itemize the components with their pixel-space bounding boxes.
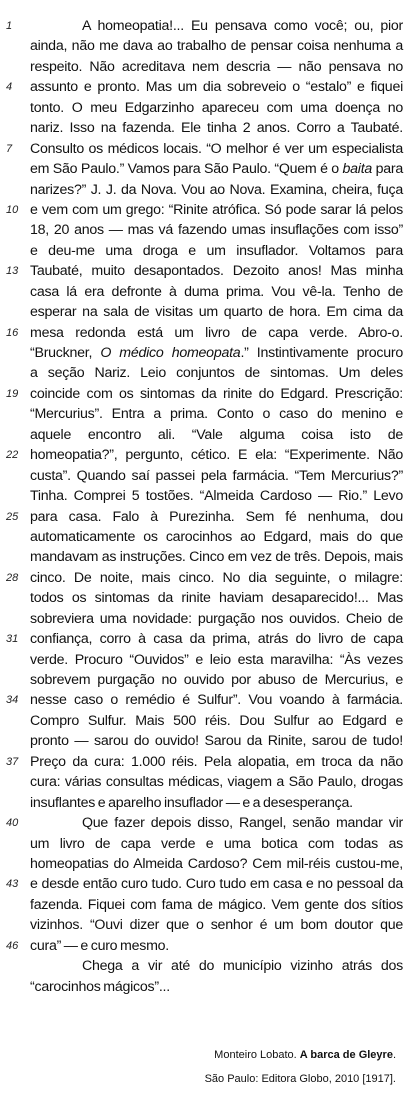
- text-line: [0, 547, 410, 567]
- line-text: [30, 466, 403, 486]
- text-line: [0, 404, 410, 424]
- line-text: [30, 16, 403, 36]
- line-text: [30, 670, 403, 690]
- text-segment: sobreviera uma novidade: purgação nos ouvidos. Cheio de: [30, 610, 403, 627]
- text-line: [0, 241, 410, 261]
- text-line: [0, 793, 410, 813]
- text-line: [0, 711, 410, 731]
- citation-author-title: [205, 1043, 396, 1067]
- line-text: [30, 363, 403, 383]
- text-segment: A homeopatia!... Eu pensava como você; ou, pior: [82, 18, 403, 34]
- line-text: [30, 813, 403, 833]
- text-line: [0, 527, 410, 547]
- line-text: [30, 36, 403, 56]
- text-segment: “carocinhos mágicos”...: [30, 978, 170, 995]
- text-line: [0, 956, 410, 976]
- line-text: [30, 854, 403, 874]
- text-line: [0, 445, 410, 465]
- line-text: [30, 568, 403, 588]
- text-line: [0, 895, 410, 915]
- text-segment: Que fazer depois disso, Rangel, senão mandar vir: [82, 815, 403, 832]
- text-segment: tonto. O meu Edgarzinho apareceu com uma doença no: [30, 99, 403, 116]
- line-text: [30, 261, 403, 281]
- text-segment: confiança, corro à casa da prima, atrás do livro de capa: [30, 631, 403, 648]
- line-text: [30, 629, 403, 649]
- line-number: 34: [6, 694, 19, 707]
- line-text: [30, 731, 403, 751]
- line-text: [30, 915, 403, 935]
- excerpt-text: [0, 16, 410, 997]
- text-line: [0, 609, 410, 629]
- text-line: [0, 323, 410, 343]
- line-number: 37: [6, 755, 19, 768]
- text-segment: todos os sintomas da rinite haviam desaparecido!... Mas: [30, 590, 403, 607]
- text-segment: insuflantes e aparelho insuflador — e a desesperança.: [30, 794, 353, 811]
- line-text: [30, 874, 403, 894]
- text-segment: aquele encontro ali. “Vale alguma coisa isto de: [30, 426, 403, 443]
- text-segment: mandavam as instruções. Cinco em vez de três. Depois, mais: [30, 549, 403, 566]
- text-line: [0, 588, 410, 608]
- line-number: 46: [6, 939, 19, 952]
- text-segment: para: [372, 161, 404, 178]
- text-segment: Preço da cura: 1.000 réis. Pela alopatia, em troca da não: [30, 753, 403, 770]
- text-line: [0, 36, 410, 56]
- line-text: [30, 384, 403, 404]
- line-text: [30, 343, 403, 363]
- line-text: [30, 752, 403, 772]
- text-segment: a seção Nariz. Leio conjuntos de sintomas. Um deles: [30, 365, 403, 382]
- text-line: [0, 690, 410, 710]
- text-line: [0, 343, 410, 363]
- text-segment: homeopatia?”, pergunto, cético. E ela: “Experimente. Não: [30, 447, 403, 464]
- text-segment: pronto — sarou do ouvido! Sarou da Rinite, sarou de tudo!: [30, 733, 403, 750]
- text-segment: casa lá era defronte à duma prima. Vou vê-la. Tenho de: [30, 283, 403, 300]
- text-segment: para casa. Falo à Purezinha. Sem fé nenhuma, dou: [30, 508, 403, 525]
- text-line: [0, 466, 410, 486]
- line-text: [30, 57, 403, 77]
- text-line: [0, 363, 410, 383]
- text-segment: “Mercurius”. Entra a prima. Conto o caso do menino e: [30, 406, 403, 423]
- text-segment: esperar na sala de visitas um quarto de hora. Em cima da: [30, 304, 403, 321]
- text-line: [0, 486, 410, 506]
- text-segment: e deu-me uma droga e um insuflador. Voltamos para: [30, 242, 403, 259]
- text-line: [0, 118, 410, 138]
- line-number: 40: [6, 817, 19, 830]
- text-line: [0, 57, 410, 77]
- line-text: [30, 507, 403, 527]
- citation-publisher: São Paulo: Editora Globo, 2010 [1917].: [204, 1073, 396, 1085]
- line-text: [30, 445, 403, 465]
- text-line: [0, 834, 410, 854]
- line-number: 7: [6, 142, 13, 155]
- text-segment: 18, 20 anos — mas vá fazendo umas insuflações com isso”: [30, 222, 403, 239]
- line-text: [30, 650, 403, 670]
- line-number: 43: [6, 878, 19, 891]
- text-segment: automaticamente os carocinhos ao Edgard, mais do que: [30, 528, 403, 545]
- text-line: [0, 915, 410, 935]
- text-line: [0, 77, 410, 97]
- citation-title-end: .: [392, 1049, 396, 1061]
- citation-author: Monteiro Lobato.: [214, 1049, 300, 1061]
- line-number: 28: [6, 571, 19, 584]
- line-text: [30, 180, 403, 200]
- text-segment: .” Instintivamente procuro: [240, 345, 403, 361]
- text-segment: coincide com os sintomas da rinite do Edgard. Prescrição:: [30, 385, 403, 402]
- text-segment: nesse caso o remédio é Sulfur”. Vou voando à farmácia.: [30, 692, 403, 709]
- line-text: [30, 772, 403, 792]
- line-number: 25: [6, 510, 19, 523]
- line-text: [30, 895, 403, 915]
- text-line: [0, 302, 410, 322]
- italic-segment: O médico homeopata: [100, 345, 241, 361]
- text-segment: verde. Procuro “Ouvidos” e leio esta maravilha: “Às vezes: [30, 651, 403, 668]
- line-text: [30, 323, 403, 343]
- line-text: [30, 118, 403, 138]
- text-line: [0, 629, 410, 649]
- line-text: [30, 425, 403, 445]
- text-segment: sobrevem purgação no ouvido por abuso de Mercurius, e: [30, 672, 403, 688]
- text-segment: “Bruckner,: [30, 345, 101, 361]
- text-segment: Consulto os médicos locais. “O melhor é ver um especialista: [30, 140, 403, 157]
- text-line: [0, 731, 410, 751]
- citation-book-title: A barca de Gleyre: [299, 1049, 393, 1061]
- line-text: [30, 793, 403, 813]
- line-number: 10: [6, 203, 19, 216]
- line-text: [30, 547, 403, 567]
- line-number: 1: [6, 20, 13, 32]
- line-text: [30, 609, 403, 629]
- text-segment: ainda, não me dava ao trabalho de pensar coisa nenhuma a: [30, 38, 403, 55]
- text-segment: um livro de capa verde e uma botica com todas as: [30, 835, 403, 852]
- text-segment: nariz. Isso na fazenda. Ele tinha 2 anos. Corro a Taubaté.: [30, 120, 403, 137]
- text-segment: respeito. Não acreditava nem descria — não pensava no: [30, 58, 403, 75]
- text-segment: cura: várias consultas médicas, viagem a São Paulo, drogas: [30, 774, 403, 791]
- text-line: [0, 200, 410, 220]
- text-line: [0, 813, 410, 833]
- line-text: [30, 159, 403, 179]
- text-line: [0, 936, 410, 956]
- text-segment: custa”. Quando saí passei pela farmácia. “Tem Mercurius?”: [30, 467, 403, 484]
- text-segment: e desde então curo tudo. Curo tudo em casa e no pessoal da: [30, 876, 403, 893]
- line-number: 22: [6, 449, 19, 462]
- text-line: [0, 98, 410, 118]
- line-number: 31: [6, 633, 19, 646]
- line-number: 4: [6, 81, 13, 94]
- text-segment: cinco. De noite, mais cinco. No dia seguinte, o milagre:: [30, 569, 403, 586]
- text-segment: e vem com um grego: “Rinite atrófica. Só pode sarar lá pelos: [30, 201, 403, 218]
- text-segment: fazenda. Fiquei com fama de mágico. Vem gente dos sítios: [30, 896, 403, 913]
- text-segment: vizinhos. “Ouvi dizer que o senhor é um bom doutor que: [30, 917, 403, 934]
- line-text: [30, 282, 403, 302]
- text-line: [0, 752, 410, 772]
- line-text: [30, 977, 403, 997]
- text-line: [0, 220, 410, 240]
- italic-segment: baita: [342, 161, 373, 178]
- text-segment: Compro Sulfur. Mais 500 réis. Dou Sulfur ao Edgard e: [30, 712, 403, 729]
- text-segment: Taubaté, muito desapontados. Dezoito anos! Mas minha: [30, 263, 403, 280]
- line-text: [30, 302, 403, 322]
- text-line: [0, 159, 410, 179]
- text-line: [0, 180, 410, 200]
- text-segment: mesa redonda está um livro de capa verde. Abro-o.: [30, 324, 403, 341]
- line-text: [30, 690, 403, 710]
- line-text: [30, 98, 403, 118]
- line-text: [30, 527, 403, 547]
- text-line: [0, 261, 410, 281]
- line-text: [30, 711, 403, 731]
- text-line: [0, 670, 410, 690]
- text-line: [0, 139, 410, 159]
- line-text: [30, 588, 403, 608]
- line-number: 19: [6, 387, 19, 400]
- source-citation: [205, 1043, 396, 1091]
- line-text: [30, 77, 403, 97]
- line-text: [30, 404, 403, 424]
- text-line: [0, 977, 410, 997]
- text-line: [0, 568, 410, 588]
- line-text: [30, 200, 403, 220]
- text-segment: Tinha. Comprei 5 tostões. “Almeida Cardoso — Rio.” Levo: [30, 488, 403, 505]
- text-line: [0, 650, 410, 670]
- text-line: [0, 507, 410, 527]
- text-line: [0, 16, 410, 36]
- line-text: [30, 241, 403, 261]
- line-text: [30, 834, 403, 854]
- text-line: [0, 384, 410, 404]
- line-number: 16: [6, 326, 19, 339]
- line-text: [30, 139, 403, 159]
- text-segment: assunto e pronto. Mas um dia sobreveio o “estalo” e fiquei: [30, 79, 403, 96]
- text-line: [0, 772, 410, 792]
- text-segment: narizes?” J. J. da Nova. Vou ao Nova. Examina, cheira, fuça: [30, 181, 403, 198]
- line-text: [30, 486, 403, 506]
- text-segment: Chega a vir até do município vizinho atrás dos: [82, 958, 403, 975]
- text-line: [0, 425, 410, 445]
- line-text: [30, 936, 403, 956]
- text-segment: cura” — e curo mesmo.: [30, 937, 169, 954]
- line-text: [30, 220, 403, 240]
- text-segment: homeopatias do Almeida Cardoso? Cem mil-réis custou-me,: [30, 855, 403, 872]
- text-line: [0, 282, 410, 302]
- line-text: [30, 956, 403, 976]
- text-line: [0, 854, 410, 874]
- text-segment: em São Paulo.” Vamos para São Paulo. “Quem é o: [30, 161, 343, 178]
- text-line: [0, 874, 410, 894]
- line-number: 13: [6, 265, 19, 278]
